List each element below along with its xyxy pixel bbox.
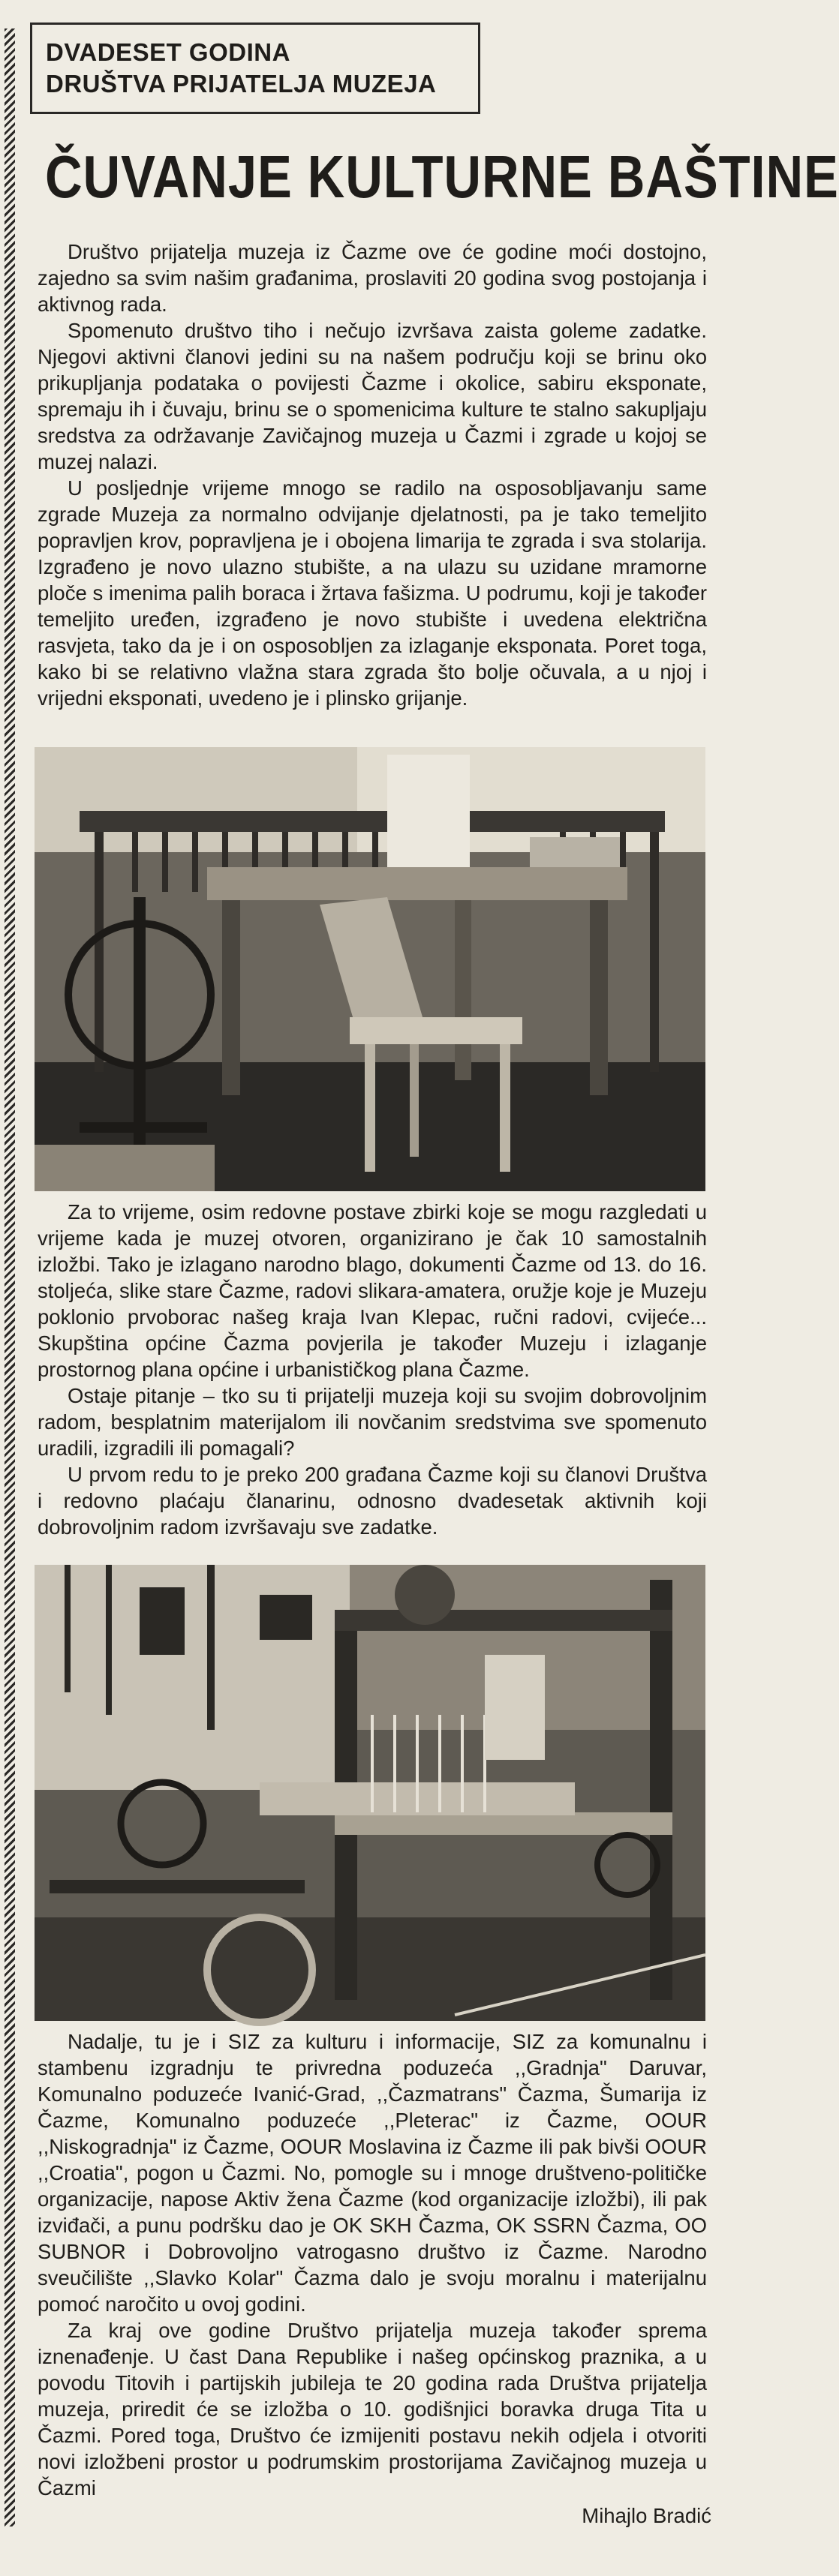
text-block-closing: [38, 2028, 707, 2501]
text-block-intro: [38, 239, 707, 711]
paragraph: Za to vrijeme, osim redovne postave zbirki koje se mogu razgledati u vrijeme kada je muzej otvoren, organizirano je čak 10 samostalnih izložbi. Tako je izlagano narodno blago, dokumenti Čazme od 13. do 16. stoljeća, slike stare Čazme, radovi slikara-amatera, oružje koje je Muzeju poklonio prvoborac našeg kraja Ivan Klepac, ručni radovi, cvijeće... Skupština općine Čazma povjerila je također Muzeju i izlaganje prostornog plana općine i urbanističkog plana Čazme.: [38, 1200, 707, 1381]
headline: ČUVANJE KULTURNE BAŠTINE: [45, 143, 839, 210]
paragraph: U prvom redu to je preko 200 građana Čazme koji su članovi Društva i redovno plaćaju članarinu, odnosno dvadesetak aktivnih koji dobrovoljnim radom izvršavaju sve zadatke.: [38, 1463, 707, 1539]
decorative-margin-rule: [5, 29, 15, 2526]
kicker-box: [30, 23, 480, 114]
paragraph: Za kraj ove godine Društvo prijatelja muzeja također sprema iznenađenje. U čast Dana Republike i našeg općinskog praznika, a u povodu Titovih i partijskih jubileja te 20 godina rada Društva prijatelja muzeja, priredit će se izložba o 10. godišnjici boravka druga Tita u Čazmi. Pored toga, Društvo će izmijeniti postavu nekih odjela i otvoriti novi izložbeni prostor u podrumskim prostorijama Zavičajnog muzeja u Čazmi: [38, 2319, 707, 2499]
paragraph: U posljednje vrijeme mnogo se radilo na osposobljavanju same zgrade Muzeja za normalno odvijanje djelatnosti, pa je tako temeljito popravljen krov, popravljena je i obojena limarija te zgrada i sva stolarija. Izgrađeno je novo ulazno stubište, a na ulazu su uzidane mramorne ploče s imenima palih boraca i žrtava fašizma. U podrumu, koji je također temeljito uređen, izgrađeno je novo stubište i uvedena električna rasvjeta, tako da je i on osposobljen za izlaganje eksponata. Poret toga, kako bi se relativno vlažna stara zgrada što bolje očuvala, a u njoj i vrijedni eksponati, uvedeno je i plinsko grijanje.: [38, 476, 707, 710]
museum-interior-icon: [35, 747, 705, 1191]
photo-weaving-loom: [35, 1565, 705, 2021]
kicker-line-1: DVADESET GODINA: [46, 38, 290, 66]
paragraph: Nadalje, tu je i SIZ za kulturu i informacije, SIZ za komunalnu i stambenu izgradnju te privredna poduzeća ,,Gradnja" Daruvar, Komunalno poduzeće Ivanić-Grad, ,,Čazmatrans" Čazma, Šumarija iz Čazme, Komunalno poduzeće ,,Pleterac" iz Čazme, OOUR ,,Niskogradnja" iz Čazme, OOUR Moslavina iz Čazme ili pak bivši OOUR ,,Croatia", pogon u Čazmi. No, pomogle su i mnoge društveno-političke organizacije, napose Aktiv žena Čazme (kod organizacije izložbi), ili pak izviđači, a punu podršku dao je OK SKH Čazma, OK SSRN Čazma, OO SUBNOR i Dobrovoljno vatrogasno društvo iz Čazme. Narodno sveučilište ,,Slavko Kolar" Čazma dalo je svoju moralnu i materijalnu pomoć naročito u ovoj godini.: [38, 2030, 707, 2316]
text-block-middle: [38, 1199, 707, 1540]
kicker-line-2: DRUŠTVA PRIJATELJA MUZEJA: [46, 70, 437, 98]
paragraph: Spomenuto društvo tiho i nečujo izvršava zaista goleme zadatke. Njegovi aktivni članovi jedini su na našem području koji se brinu oko prikupljanja podataka o povijesti Čazme i okolice, sabiru eksponate, spremaju ih i čuvaju, brinu se o spomenicima kulture te stalno sakupljaju sredstva za održavanje Zavičajnog muzeja u Čazmi i zgrade u kojoj se muzej nalazi.: [38, 319, 707, 473]
paragraph: Društvo prijatelja muzeja iz Čazme ove će godine moći dostojno, zajedno sa svim našim građanima, proslaviti 20 godina svog postojanja i aktivnog rada.: [38, 240, 707, 316]
photo-museum-furniture: [35, 747, 705, 1191]
paragraph: Ostaje pitanje – tko su ti prijatelji muzeja koji su svojim dobrovoljnim radom, besplatnim materijalom ili novčanim sredstvima sve spomenuto uradili, izgradili ili pomagali?: [38, 1384, 707, 1460]
weaving-loom-icon: [35, 1565, 705, 2021]
author-signature: Mihajlo Bradić: [582, 2504, 711, 2527]
